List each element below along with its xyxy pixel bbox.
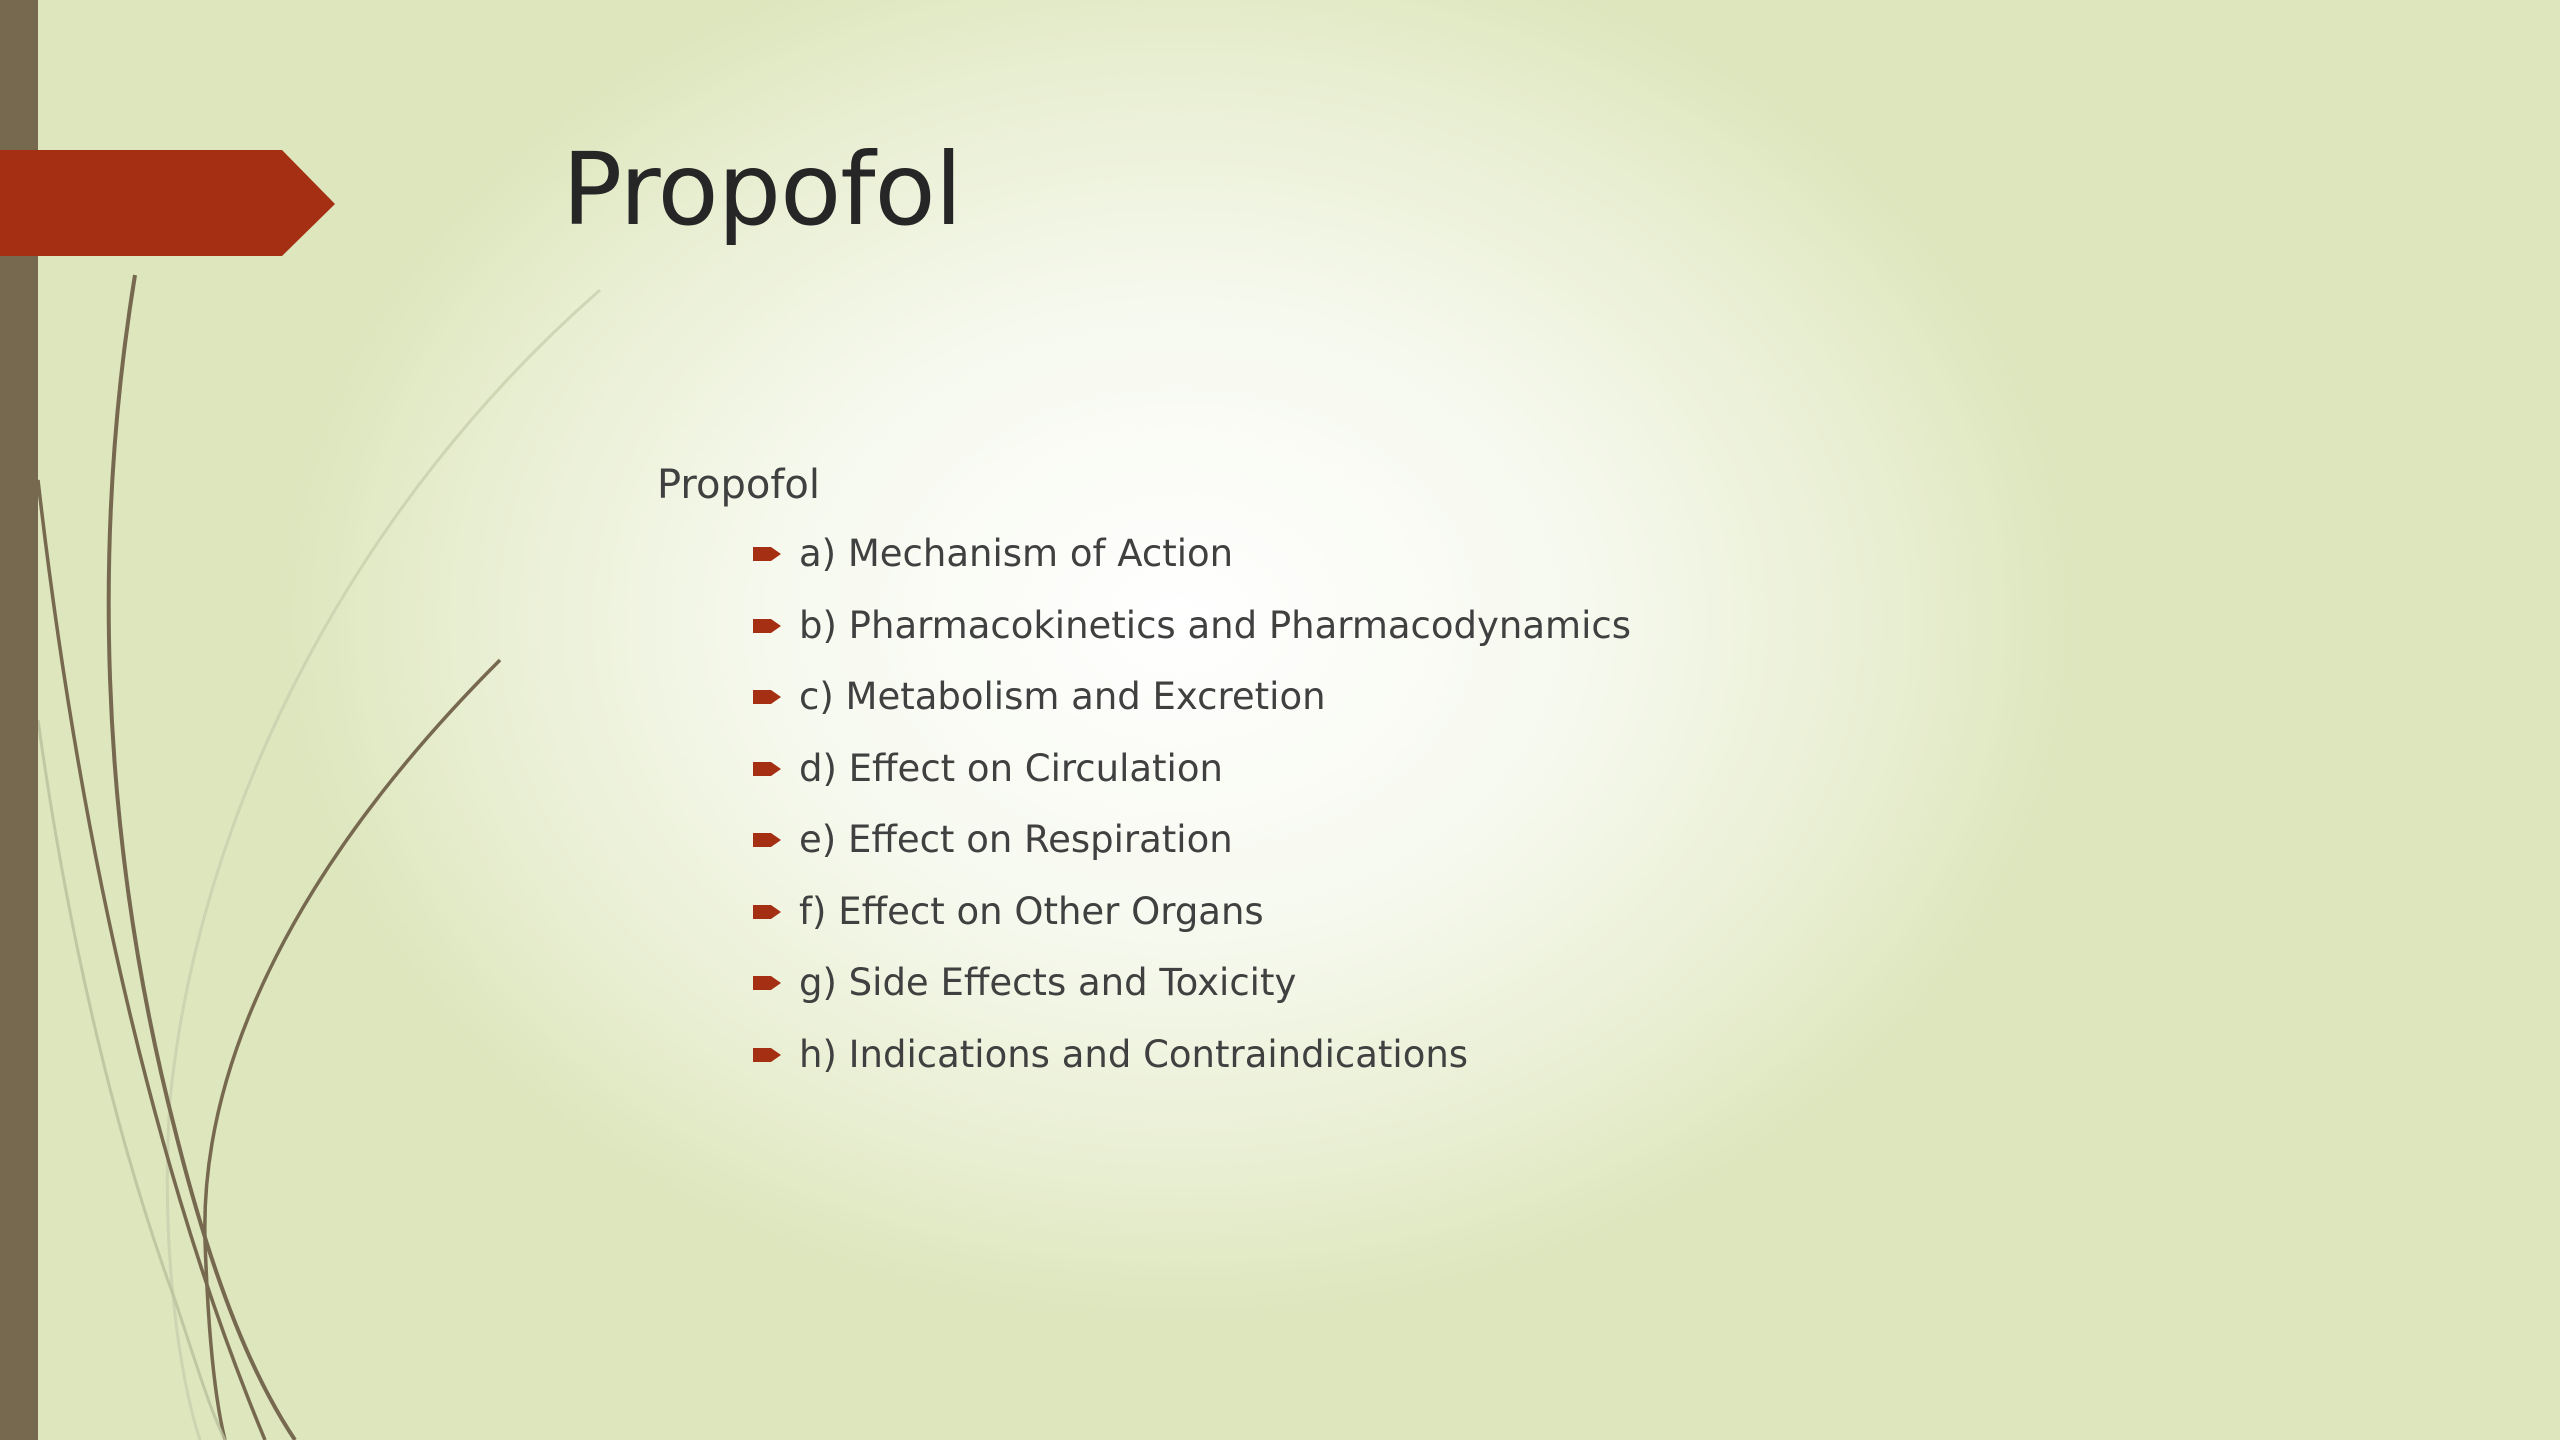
- arrow-bullet-icon: [753, 830, 783, 850]
- bullet-text: h) Indications and Contraindications: [799, 1032, 1469, 1076]
- arrow-bullet-icon: [753, 1045, 783, 1065]
- bullet-item: [753, 958, 1631, 1008]
- bullet-item: [753, 887, 1631, 937]
- bullet-item: [753, 529, 1631, 579]
- arrow-bullet-icon: [753, 544, 783, 564]
- slide-title: Propofol: [562, 131, 962, 248]
- arrow-bullet-icon: [753, 759, 783, 779]
- bullet-text: b) Pharmacokinetics and Pharmacodynamics: [799, 603, 1631, 647]
- arrow-bullet-icon: [753, 902, 783, 922]
- bullet-text: d) Effect on Circulation: [799, 746, 1223, 790]
- bullet-item: [753, 744, 1631, 794]
- arrow-bullet-icon: [753, 616, 783, 636]
- arrow-bullet-icon: [753, 687, 783, 707]
- bullet-text: f) Effect on Other Organs: [799, 889, 1264, 933]
- bullet-item: [753, 1030, 1631, 1080]
- bullet-item: [753, 672, 1631, 722]
- bullet-text: a) Mechanism of Action: [799, 532, 1234, 575]
- arrow-bullet-icon: [753, 973, 783, 993]
- bullet-text: e) Effect on Respiration: [799, 818, 1233, 861]
- bullet-text: g) Side Effects and Toxicity: [799, 961, 1297, 1004]
- bullet-item: [753, 601, 1631, 651]
- title-accent-arrow: [0, 150, 340, 258]
- bullet-item: [753, 815, 1631, 865]
- content-subheading: Propofol: [657, 462, 820, 508]
- slide-content: [657, 455, 1631, 1101]
- bullet-text: c) Metabolism and Excretion: [799, 675, 1326, 718]
- bullet-list: [657, 529, 1631, 1080]
